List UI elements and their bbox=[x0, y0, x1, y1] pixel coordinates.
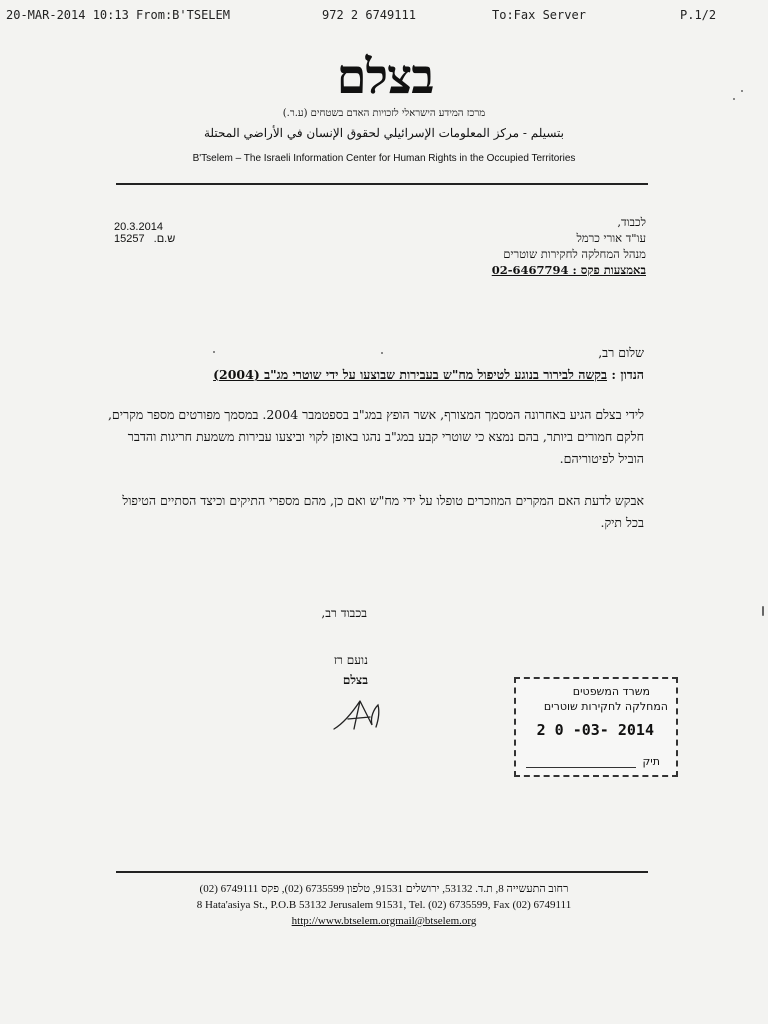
fax-phone-number: 972 2 6749111 bbox=[322, 8, 416, 22]
signer-block bbox=[334, 650, 368, 690]
stamp-date: 2 0 -03- 2014 bbox=[536, 721, 654, 739]
addressee-name: עו"ד אורי כרמל bbox=[576, 231, 646, 245]
scan-speck bbox=[762, 606, 764, 616]
footer-links[interactable]: http://www.btselem.orgmail@btselem.org bbox=[291, 915, 477, 927]
scan-speck bbox=[733, 98, 735, 100]
received-stamp bbox=[514, 677, 678, 777]
addressee-greeting: לכבוד, bbox=[617, 215, 646, 229]
stamp-file-line bbox=[526, 767, 636, 768]
addressee-block bbox=[492, 214, 646, 278]
fax-page-number: P.1/2 bbox=[680, 8, 717, 22]
header-divider bbox=[116, 183, 648, 185]
fax-recipient: To:Fax Server bbox=[492, 8, 586, 22]
subject-text: בקשה לבירור בנוגע לטיפול מח"ש בעבירות שבוצעו על ידי שוטרי מג"ב (2004) bbox=[213, 367, 608, 382]
footer-address-hebrew: רחוב התעשייה 8, ת.ד. 53132, ירושלים 91531, טלפון 6735599 (02), פקס 6749111 (02) bbox=[199, 883, 569, 895]
scan-speck bbox=[213, 351, 215, 353]
letterhead-subtitle-arabic: بتسيلم - مركز المعلومات الإسرائيلي لحقوق الإنسان في الأراضي المحتلة bbox=[203, 126, 565, 140]
letter-date: 20.3.2014 bbox=[114, 221, 163, 233]
addressee-role: מנהל המחלקה לחקירות שוטרים bbox=[503, 247, 646, 261]
signer-organization: בצלם bbox=[342, 673, 368, 687]
file-number: 15257 bbox=[114, 233, 145, 245]
letterhead-subtitle-hebrew: מרכז המידע הישראלי לזכויות האדם בשטחים (ע.ר.) bbox=[282, 108, 486, 119]
paragraph-1: לידי בצלם הגיע באחרונה המסמך המצורף, אשר הופץ במג"ב בספטמבר 2004. במסמך מפורטים מספר מקרים, חלקם חמורים ביותר, בהם נמצא כי שוטרי קבע במג"ב נהגו באופן לקוי וביצעו עבירות משמעת חריגות והדבר הוביל לפיטוריהם. bbox=[107, 407, 644, 466]
letterhead-subtitle-english: B'Tselem – The Israeli Information Center for Human Rights in the Occupied Territories bbox=[192, 153, 576, 164]
stamp-ministry: משרד המשפטים bbox=[572, 685, 650, 698]
scan-speck bbox=[741, 90, 743, 92]
signer-name: נועם רז bbox=[333, 653, 368, 667]
stamp-file-label: תיק bbox=[642, 755, 660, 768]
handwritten-signature bbox=[330, 695, 390, 735]
paragraph-2: אבקש לדעת האם המקרים המוזכרים טופלו על ידי מח"ש ואם כן, מהם מספרי התיקים וכיצד הסתיים הטיפול בכל תיק. bbox=[122, 493, 644, 530]
footer-divider bbox=[116, 871, 648, 873]
btselem-logo: בצלם bbox=[336, 49, 434, 105]
file-label: ש.ם. bbox=[153, 233, 176, 245]
footer-address-english: 8 Hata'asiya St., P.O.B 53132 Jerusalem 91531, Tel. (02) 6735599, Fax (02) 6749111 bbox=[196, 899, 572, 911]
subject-label: הנדון : bbox=[611, 367, 644, 382]
fax-datetime-sender: 20-MAR-2014 10:13 From:B'TSELEM bbox=[6, 8, 230, 22]
scan-speck bbox=[381, 352, 383, 354]
subject-line bbox=[104, 364, 644, 386]
reference-block bbox=[114, 221, 175, 245]
salutation: שלום רב, bbox=[598, 345, 644, 360]
addressee-fax: באמצעות פקס : 02-6467794 bbox=[491, 263, 646, 277]
stamp-department: המחלקה לחקירות שוטרים bbox=[543, 700, 668, 713]
closing: בכבוד רב, bbox=[321, 606, 367, 620]
